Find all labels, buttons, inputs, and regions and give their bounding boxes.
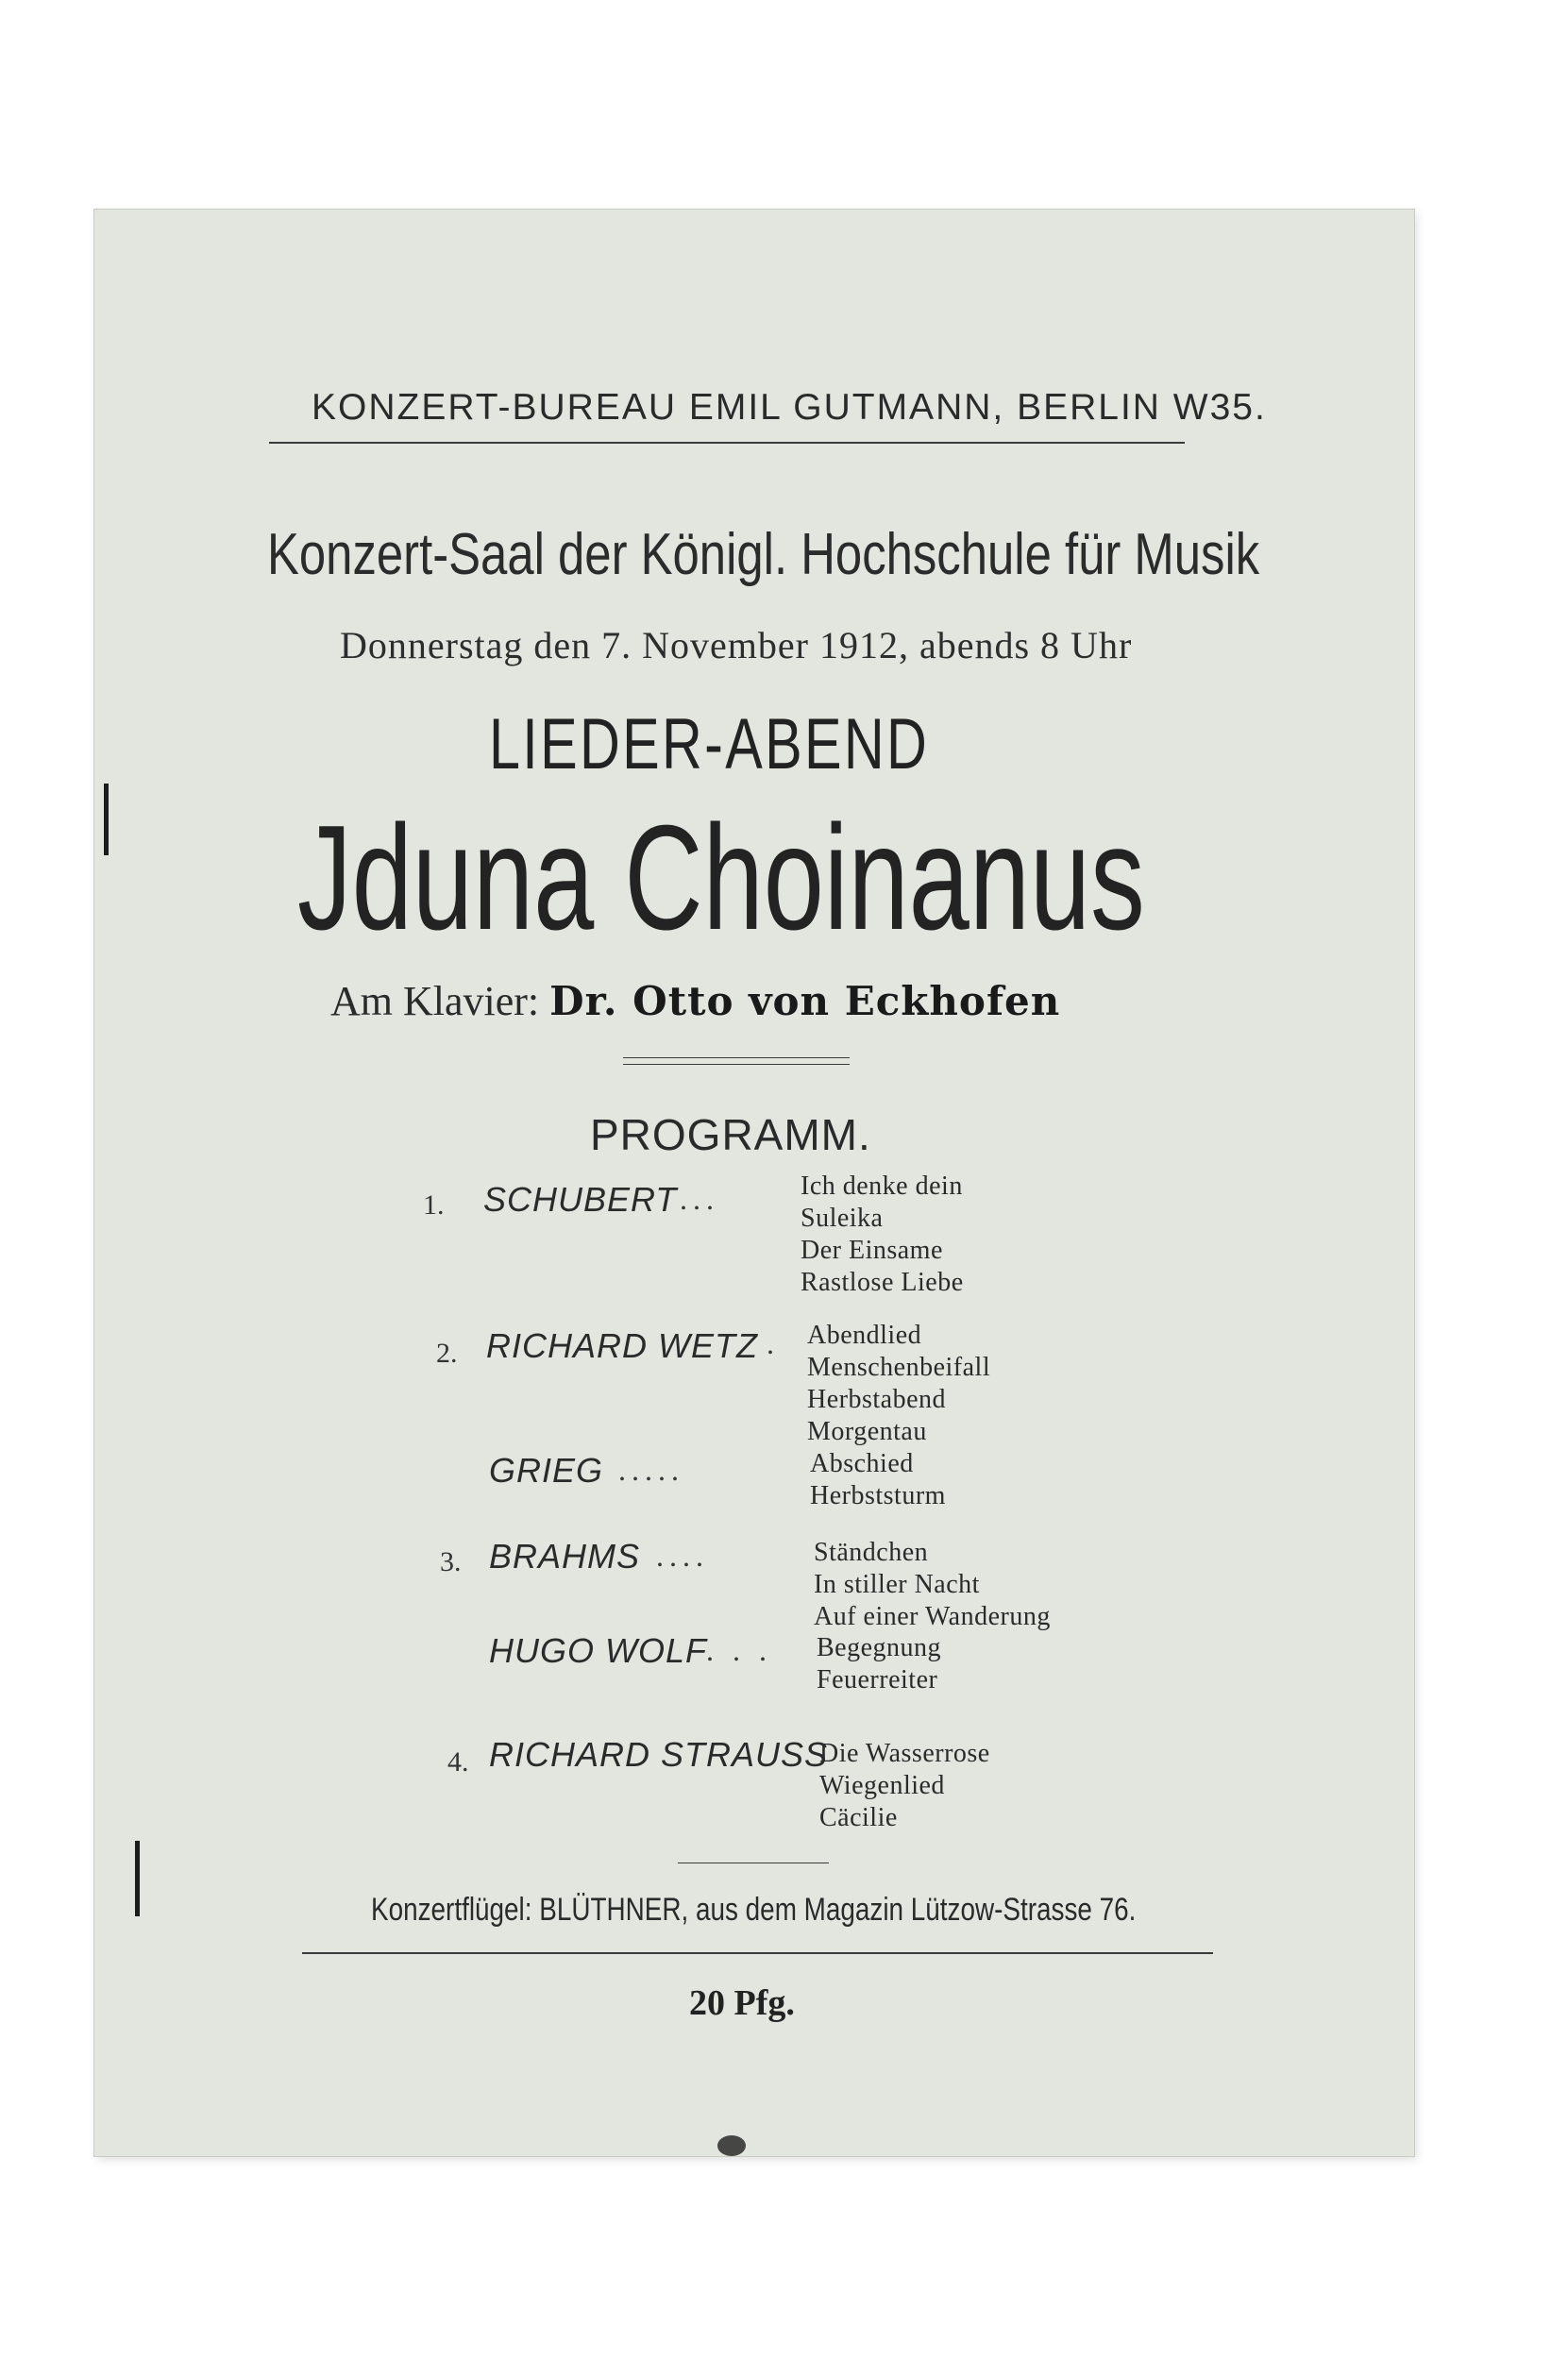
accompanist-name: Dr. Otto von Eckhofen (549, 978, 1061, 1024)
bureau-header: KONZERT-BUREAU EMIL GUTMANN, BERLIN W35. (312, 387, 1267, 428)
accompanist-line (330, 977, 1060, 1025)
song-title: Suleika (801, 1204, 884, 1233)
divider-rule (623, 1064, 850, 1065)
song-title: Feuerreiter (817, 1665, 938, 1694)
leader-dots: . (767, 1326, 780, 1360)
item-number: 4. (447, 1746, 469, 1778)
venue-line: Konzert-Saal der Königl. Hochschule für Musik (267, 522, 1260, 587)
song-title: Abendlied (807, 1321, 922, 1350)
program-heading: PROGRAMM. (590, 1110, 871, 1159)
composer-name: GRIEG (489, 1451, 604, 1490)
price: 20 Pfg. (689, 1983, 795, 2023)
program-sheet (94, 210, 1414, 2156)
binding-mark (104, 784, 109, 855)
composer-name: SCHUBERT (483, 1180, 678, 1219)
piano-note: Konzertflügel: BLÜTHNER, aus dem Magazin Lützow-Strasse 76. (371, 1892, 1137, 1928)
song-title: Auf einer Wanderung (814, 1602, 1051, 1631)
composer-name: RICHARD WETZ (486, 1326, 758, 1365)
song-list (819, 1738, 990, 1834)
item-number: 2. (436, 1338, 458, 1369)
song-title: Ich denke dein (801, 1172, 963, 1201)
song-title: Menschenbeifall (807, 1353, 991, 1382)
composer-name: HUGO WOLF (489, 1631, 707, 1670)
accompanist-label: Am Klavier: (330, 978, 540, 1024)
song-list (801, 1171, 964, 1299)
song-title: Wiegenlied (819, 1771, 945, 1800)
song-list (810, 1448, 946, 1512)
song-title: Ständchen (814, 1538, 929, 1567)
leader-dots: ... (680, 1182, 719, 1216)
leader-dots: .... (656, 1539, 709, 1573)
date-line: Donnerstag den 7. November 1912, abends 8 Uhr (340, 624, 1133, 666)
song-title: Cäcilie (819, 1803, 898, 1832)
divider-rule (269, 442, 1185, 444)
binding-mark (135, 1841, 140, 1916)
song-title: Begegnung (817, 1633, 942, 1662)
song-title: Abschied (810, 1449, 914, 1478)
song-title: Herbststurm (810, 1481, 946, 1510)
song-list (814, 1537, 1051, 1633)
song-title: Morgentau (807, 1417, 927, 1446)
song-title: In stiller Nacht (814, 1570, 980, 1599)
ink-stain (717, 2135, 746, 2156)
item-number: 1. (423, 1189, 445, 1221)
leader-dots: ..... (618, 1453, 684, 1487)
performer-name: Jduna Choinanus (297, 795, 1145, 961)
song-title: Rastlose Liebe (801, 1268, 964, 1297)
song-list (807, 1320, 990, 1448)
divider-rule (623, 1057, 850, 1058)
composer-name: BRAHMS (489, 1537, 641, 1576)
event-title: LIEDER-ABEND (489, 704, 930, 784)
divider-rule (302, 1952, 1213, 1954)
leader-dots: . . . (706, 1633, 772, 1667)
song-list (817, 1632, 941, 1696)
song-title: Der Einsame (801, 1236, 943, 1265)
item-number: 3. (440, 1546, 462, 1577)
song-title: Die Wasserrose (819, 1739, 990, 1768)
composer-name: RICHARD STRAUSS (489, 1735, 829, 1774)
song-title: Herbstabend (807, 1385, 947, 1414)
